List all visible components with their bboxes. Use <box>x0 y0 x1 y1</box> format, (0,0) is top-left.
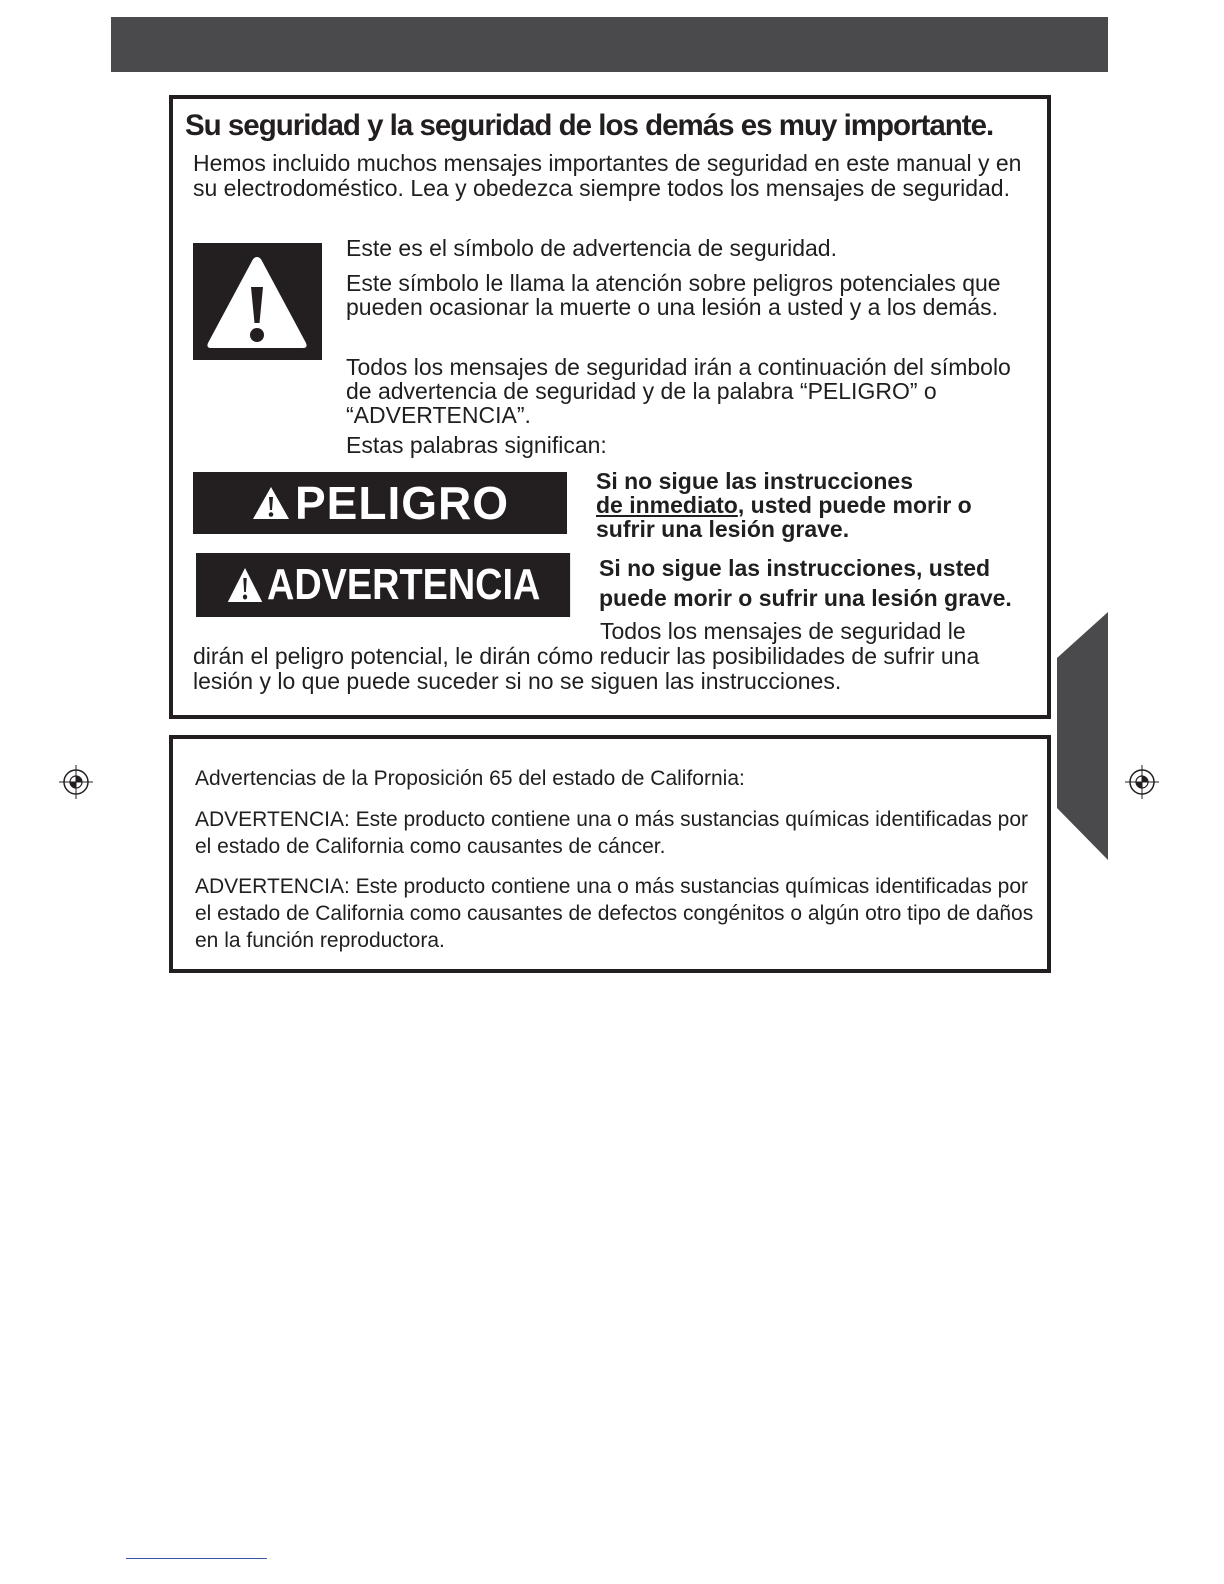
danger-signal-label <box>193 472 567 534</box>
safety-notice-box <box>169 95 1051 719</box>
danger-meaning-end: , usted puede morir o sufrir una lesión grave. <box>596 492 972 542</box>
warning-triangle-icon <box>251 485 291 521</box>
followed-by-text: Todos los mensajes de seguridad irán a continuación del símbolo de advertencia de seguridad y de la palabra “PELIGRO” o “ADVERTENCIA”. <box>346 354 1011 428</box>
section-tab <box>1057 612 1108 860</box>
warning-signal-label <box>196 553 570 617</box>
prop65-birth-defect-warning: ADVERTENCIA: Este producto contiene una o más sustancias químicas identificadas por el estado de California como causantes de defectos congénitos o algún otro tipo de daños en la función reproductora. <box>195 875 1034 952</box>
prop65-box <box>169 735 1051 973</box>
safety-heading: Su seguridad y la seguridad de los demás es muy importante. <box>185 109 994 142</box>
closing-rest: dirán el peligro potencial, le dirán cómo reducir las posibilidades de sufrir una lesión y lo que puede suceder si no se siguen las instrucciones. <box>193 643 980 694</box>
symbol-description: Este símbolo le llama la atención sobre peligros potenciales que pueden ocasionar la muerte o una lesión a usted y a los demás. <box>346 270 1001 320</box>
safety-intro: Hemos incluido muchos mensajes importantes de seguridad en este manual y en su electrodoméstico. Lea y obedezca siempre todos los mensajes de seguridad. <box>193 150 1022 201</box>
danger-meaning-immediately: de inmediato <box>596 492 738 518</box>
warning-label-text: ADVERTENCIA <box>267 560 541 609</box>
closing-text <box>193 619 1038 694</box>
registration-mark-icon <box>1125 765 1159 799</box>
header-bar <box>111 17 1108 72</box>
symbol-line: Este es el símbolo de advertencia de seguridad. <box>346 235 837 261</box>
footer-rule <box>126 1558 267 1559</box>
registration-mark-icon <box>59 765 93 799</box>
danger-label-text: PELIGRO <box>294 477 510 529</box>
meaning-intro: Estas palabras significan: <box>346 432 607 458</box>
prop65-title: Advertencias de la Proposición 65 del estado de California: <box>195 767 745 790</box>
closing-first-line: Todos los mensajes de seguridad le <box>600 618 966 644</box>
warning-meaning: Si no sigue las instrucciones, usted puede morir o sufrir una lesión grave. <box>599 555 1012 611</box>
danger-meaning <box>596 469 1036 541</box>
prop65-cancer-warning: ADVERTENCIA: Este producto contiene una o más sustancias químicas identificadas por el estado de California como causantes de cáncer. <box>195 808 1029 858</box>
warning-triangle-icon <box>226 566 264 604</box>
safety-alert-icon <box>193 243 322 360</box>
danger-meaning-start: Si no sigue las instrucciones <box>596 468 913 494</box>
